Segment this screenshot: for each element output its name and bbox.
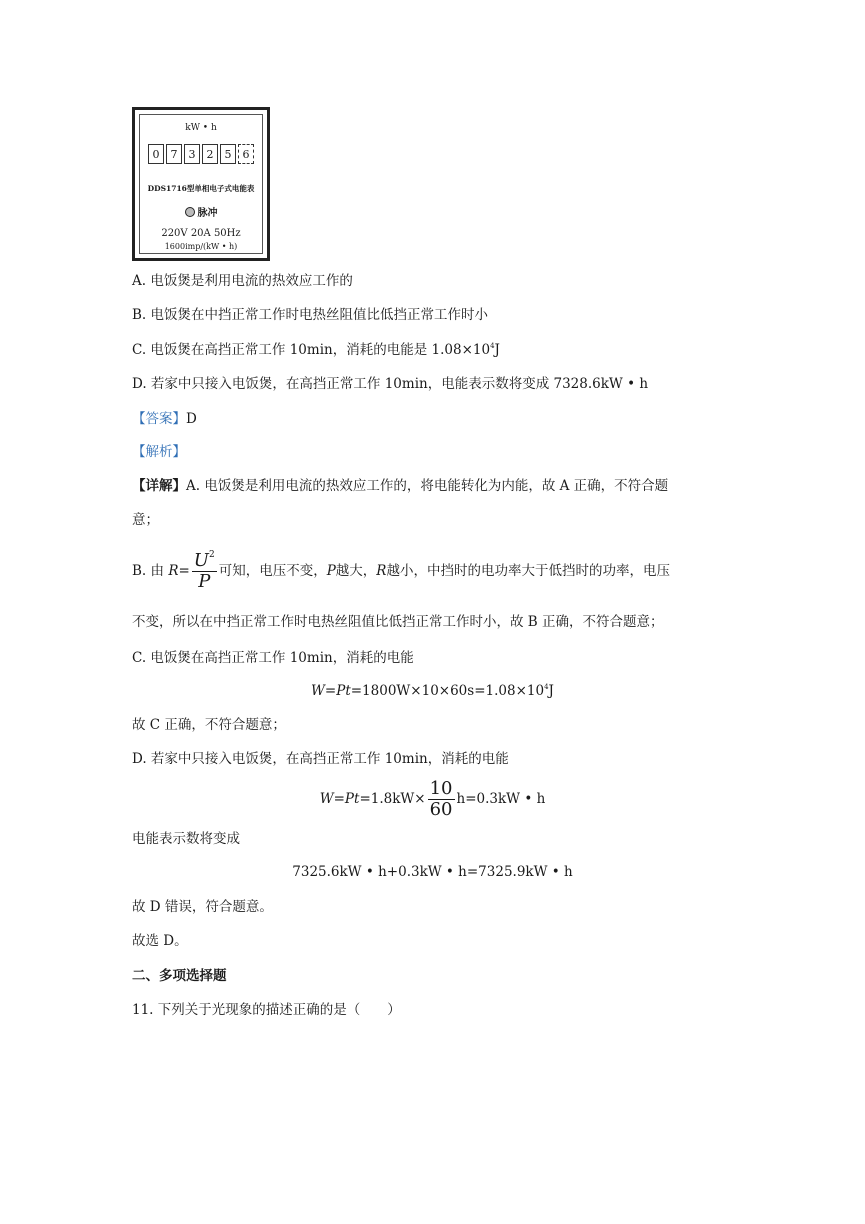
detail-d-equation2: 7325.6kW • h+0.3kW • h=7325.9kW • h bbox=[292, 864, 573, 880]
detail-d-line1: D. 若家中只接入电饭煲，在高挡正常工作 10min，消耗的电能 bbox=[132, 751, 509, 767]
detail-b-mid3: 越小，中挡时的电功率大于低挡时的功率，电压 bbox=[386, 563, 670, 579]
analysis-tag: 【解析】 bbox=[132, 444, 186, 460]
fraction-denominator bbox=[192, 571, 217, 592]
final-choice: 故选 D。 bbox=[132, 933, 188, 949]
fraction-u: U bbox=[193, 550, 209, 571]
eq-c-w: W bbox=[311, 683, 325, 699]
detail-c-line1: C. 电饭煲在高挡正常工作 10min，消耗的电能 bbox=[132, 650, 414, 666]
answer-line bbox=[132, 410, 197, 428]
meter-imp: 1600imp/(kW • h) bbox=[164, 242, 238, 251]
fraction-p: P bbox=[198, 571, 211, 592]
meter-digit: 3 bbox=[184, 144, 200, 164]
meter-frame bbox=[139, 114, 263, 254]
eq-d-pre: =1.8kW× bbox=[359, 791, 426, 807]
meter-digit: 2 bbox=[202, 144, 218, 164]
option-c-unit: J bbox=[494, 342, 500, 358]
electric-meter-figure bbox=[132, 107, 270, 261]
option-c-text: C. 电饭煲在高挡正常工作 10min，消耗的电能是 1.08×10 bbox=[132, 342, 491, 358]
option-a: A. 电饭煲是利用电流的热效应工作的 bbox=[132, 273, 353, 289]
eq-d-eq: = bbox=[333, 791, 345, 807]
detail-b-mid1: 可知，电压不变， bbox=[218, 563, 327, 579]
detail-b-p: P bbox=[326, 563, 336, 579]
meter-model: DDS1716型单相电子式电能表 bbox=[147, 184, 255, 193]
eq-d-w: W bbox=[319, 791, 334, 807]
section-title: 二、多项选择题 bbox=[132, 968, 227, 984]
eq-c-pt: Pt bbox=[336, 683, 351, 699]
option-c bbox=[132, 341, 500, 359]
answer-value: D bbox=[186, 411, 197, 427]
next-question: 11. 下列关于光现象的描述正确的是（ ） bbox=[132, 1002, 401, 1018]
detail-b-mid2: 越大， bbox=[335, 563, 377, 579]
fraction-numerator: 10 bbox=[429, 778, 453, 799]
meter-spec: 220V 20A 50Hz bbox=[161, 228, 241, 239]
eq-c-eq: = bbox=[324, 683, 337, 699]
detail-b-line1 bbox=[132, 549, 670, 593]
detail-a-line2: 意； bbox=[132, 512, 159, 528]
detail-c-equation bbox=[0, 683, 865, 699]
meter-pulse-label: 脉冲 bbox=[197, 208, 218, 219]
eq-d-post: h=0.3kW • h bbox=[456, 791, 546, 807]
meter-digit: 5 bbox=[220, 144, 236, 164]
pulse-indicator-icon bbox=[185, 207, 195, 217]
option-b: B. 电饭煲在中挡正常工作时电热丝阻值比低挡正常工作时小 bbox=[132, 307, 489, 323]
eq-d-pt: Pt bbox=[344, 791, 360, 807]
detail-b-pre: B. 由 bbox=[132, 563, 165, 579]
meter-unit: kW • h bbox=[185, 123, 217, 133]
detail-d-line5: 故 D 错误，符合题意。 bbox=[132, 899, 273, 915]
detail-d-equation bbox=[0, 778, 865, 820]
detail-tag: 【详解】 bbox=[132, 478, 186, 494]
option-c-exponent: 4 bbox=[490, 342, 495, 350]
formula-fraction-u2-p bbox=[192, 551, 217, 592]
detail-b-eq: = bbox=[178, 563, 190, 579]
eq-c-rest: =1800W×10×60s=1.08×10 bbox=[350, 683, 545, 699]
detail-b-r: R bbox=[168, 563, 179, 579]
fraction-numerator bbox=[192, 551, 217, 571]
meter-digit: 0 bbox=[148, 144, 164, 164]
detail-a-line1 bbox=[132, 477, 668, 495]
detail-b-r2: R bbox=[376, 563, 387, 579]
eq-c-exponent: 4 bbox=[544, 683, 549, 691]
detail-b-line2: 不变，所以在中挡正常工作时电热丝阻值比低挡正常工作时小，故 B 正确，不符合题意； bbox=[132, 614, 664, 630]
answer-tag: 【答案】 bbox=[132, 411, 186, 427]
meter-digit: 7 bbox=[166, 144, 182, 164]
meter-pulse bbox=[140, 204, 262, 219]
fraction-denominator: 60 bbox=[429, 799, 453, 820]
formula-fraction-10-60 bbox=[428, 779, 455, 820]
meter-digit-decimal: 6 bbox=[238, 144, 254, 164]
detail-d-line3: 电能表示数将变成 bbox=[132, 831, 240, 847]
detail-c-line3: 故 C 正确，不符合题意； bbox=[132, 717, 286, 733]
option-d: D. 若家中只接入电饭煲，在高挡正常工作 10min，电能表示数将变成 7328.6kW • h bbox=[132, 376, 649, 392]
detail-a-text: A. 电饭煲是利用电流的热效应工作的，将电能转化为内能，故 A 正确，不符合题 bbox=[186, 478, 669, 494]
meter-digits bbox=[148, 144, 256, 164]
fraction-exponent: 2 bbox=[208, 550, 215, 560]
eq-c-unit: J bbox=[548, 683, 554, 699]
